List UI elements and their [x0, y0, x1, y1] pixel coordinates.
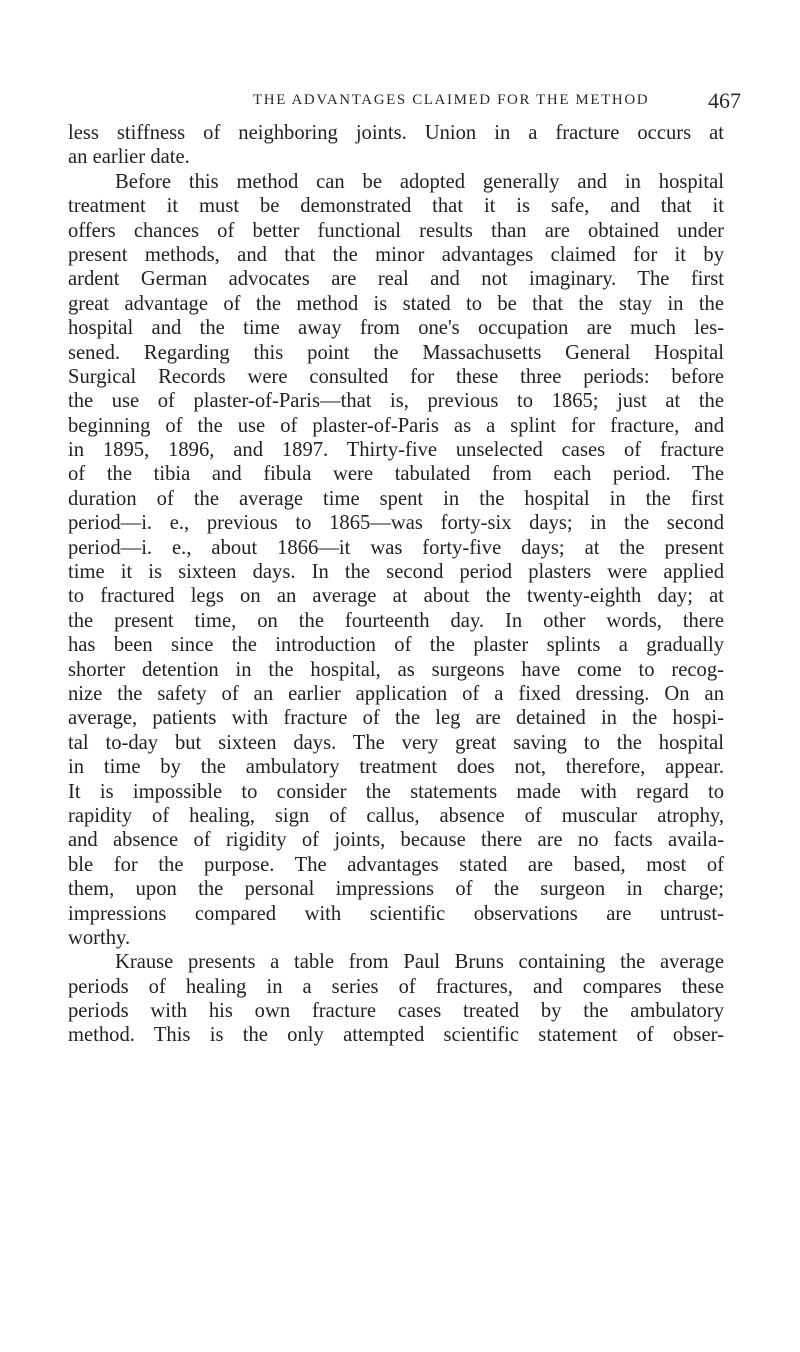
text-line: method. This is the only attempted scientific statement of obser-	[68, 1024, 724, 1047]
text-line: less stiffness of neighboring joints. Union in a fracture occurs at	[68, 122, 724, 144]
text-line: duration of the average time spent in the hospital in the first	[68, 487, 724, 510]
text-line: nize the safety of an earlier application of a fixed dressing. On an	[68, 682, 724, 705]
page-number: 467	[708, 88, 741, 113]
text-line: rapidity of healing, sign of callus, absence of muscular atrophy,	[68, 804, 724, 827]
text-line: great advantage of the method is stated to be that the stay in the	[68, 292, 724, 315]
text-line: the present time, on the fourteenth day. In other words, there	[68, 609, 724, 632]
text-line: an earlier date.	[68, 146, 190, 169]
text-line: hospital and the time away from one's occupation are much les-	[68, 317, 724, 340]
text-line: the use of plaster-of-Paris—that is, previous to 1865; just at the	[68, 390, 724, 413]
body-text	[68, 121, 724, 1048]
text-line: average, patients with fracture of the leg are detained in the hospi-	[68, 707, 724, 730]
text-line: periods with his own fracture cases treated by the ambulatory	[68, 1000, 724, 1023]
text-line: in 1895, 1896, and 1897. Thirty-five unselected cases of fracture	[68, 439, 724, 462]
text-line: treatment it must be demonstrated that it is safe, and that it	[68, 195, 724, 218]
text-line: period—i. e., previous to 1865—was forty-six days; in the second	[68, 512, 724, 535]
text-line: worthy.	[68, 926, 131, 949]
text-line: ardent German advocates are real and not imaginary. The first	[68, 268, 724, 291]
text-line: of the tibia and fibula were tabulated from each period. The	[68, 463, 724, 486]
text-line: time it is sixteen days. In the second period plasters were applied	[68, 561, 724, 584]
text-line: impressions compared with scientific observations are untrust-	[68, 902, 724, 925]
text-line: periods of healing in a series of fractures, and compares these	[68, 975, 724, 998]
text-line: It is impossible to consider the statements made with regard to	[68, 780, 724, 803]
text-line: them, upon the personal impressions of the surgeon in charge;	[68, 878, 724, 901]
text-line: in time by the ambulatory treatment does not, therefore, appear.	[68, 756, 724, 779]
text-line: shorter detention in the hospital, as surgeons have come to recog-	[68, 658, 724, 681]
text-line: beginning of the use of plaster-of-Paris as a splint for fracture, and	[68, 414, 724, 437]
text-line: to fractured legs on an average at about the twenty-eighth day; at	[68, 585, 724, 608]
text-line: Surgical Records were consulted for these three periods: before	[68, 365, 724, 388]
text-line: Before this method can be adopted generally and in hospital	[115, 170, 724, 193]
text-line: has been since the introduction of the plaster splints a gradually	[68, 634, 724, 657]
text-line: tal to-day but sixteen days. The very great saving to the hospital	[68, 731, 724, 754]
text-line: sened. Regarding this point the Massachusetts General Hospital	[68, 341, 724, 364]
text-line: period—i. e., about 1866—it was forty-five days; at the present	[68, 536, 724, 559]
text-line: offers chances of better functional results than are obtained under	[68, 219, 724, 242]
running-head: THE ADVANTAGES CLAIMED FOR THE METHOD	[253, 92, 650, 108]
text-line: ble for the purpose. The advantages stated are based, most of	[68, 853, 724, 876]
text-line: and absence of rigidity of joints, because there are no facts availa-	[68, 829, 724, 852]
text-line: present methods, and that the minor advantages claimed for it by	[68, 243, 724, 266]
text-line: Krause presents a table from Paul Bruns containing the average	[115, 951, 724, 974]
